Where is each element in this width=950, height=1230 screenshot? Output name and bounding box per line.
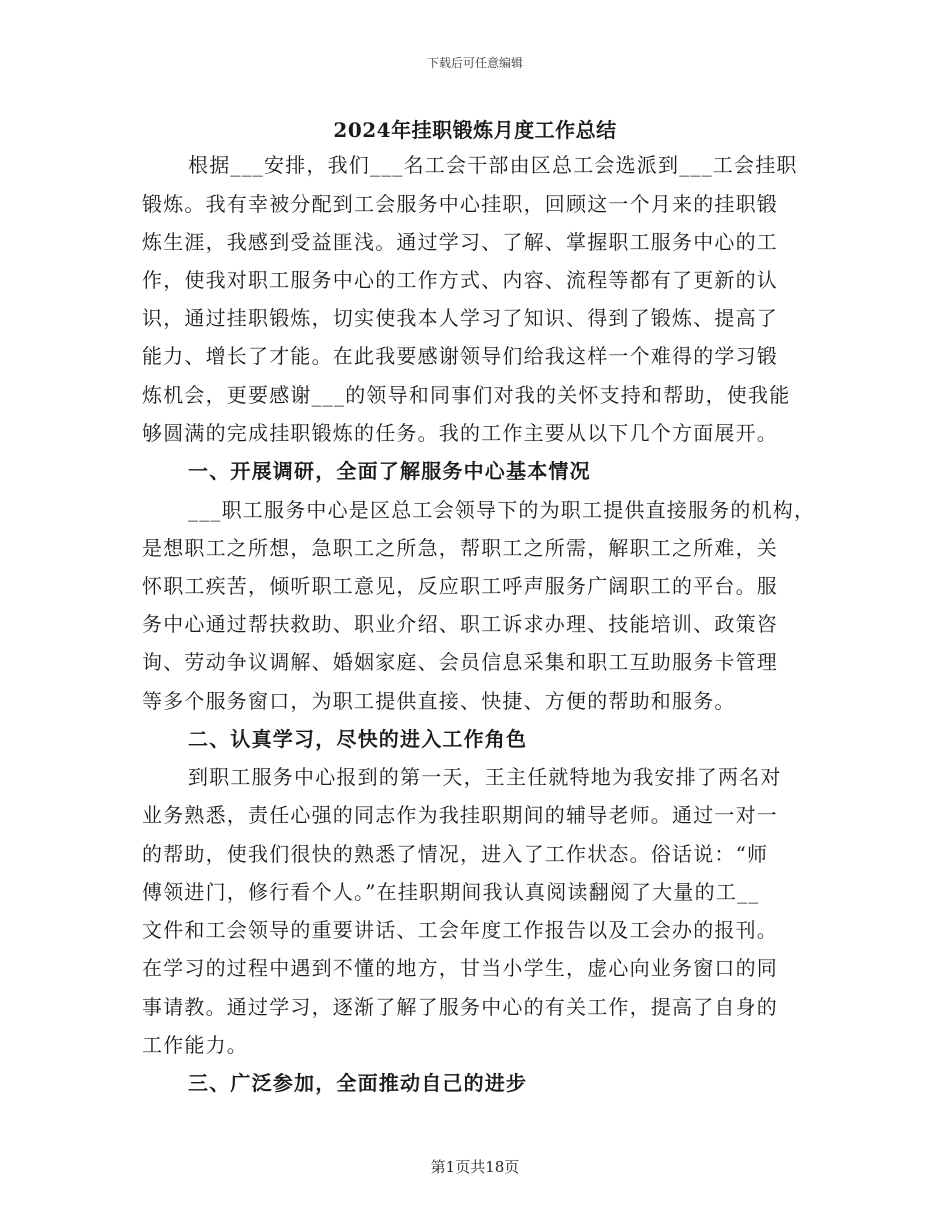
paragraph-line: 文件和工会领导的重要讲话、工会年度工作报告以及工会办的报刊。 [142,918,778,942]
paragraph-line: 询、劳动争议调解、婚姻家庭、会员信息采集和职工互助服务卡管理 [142,650,778,674]
paragraph-line: 锻炼。我有幸被分配到工会服务中心挂职，回顾这一个月来的挂职锻 [142,192,778,216]
paragraph-line: 等多个服务窗口，为职工提供直接、快捷、方便的帮助和服务。 [142,689,736,713]
paragraph-line: 根据___安排，我们___名工会干部由区总工会选派到___工会挂职 [188,153,798,177]
paragraph-line: 在学习的过程中遇到不懂的地方，甘当小学生，虚心向业务窗口的同 [142,956,778,980]
paragraph-line: 是想职工之所想，急职工之所急，帮职工之所需，解职工之所难，关 [142,536,778,560]
paragraph-line: 傅领进门，修行看个人。”在挂职期间我认真阅读翻阅了大量的工__ [142,880,760,904]
paragraph-line: 怀职工疾苦，倾听职工意见，反应职工呼声服务广阔职工的平台。服 [142,574,778,598]
paragraph-line: 够圆满的完成挂职锻炼的任务。我的工作主要从以下几个方面展开。 [142,421,778,445]
page-footer: 第1页共18页 [430,1158,520,1176]
paragraph-line: 作，使我对职工服务中心的工作方式、内容、流程等都有了更新的认 [142,268,778,292]
paragraph-line: 业务熟悉，责任心强的同志作为我挂职期间的辅导老师。通过一对一 [142,803,778,827]
paragraph-line: 的帮助，使我们很快的熟悉了情况，进入了工作状态。俗话说：“师 [142,842,769,866]
paragraph-line: 炼机会，更要感谢___的领导和同事们对我的关怀支持和帮助，使我能 [142,383,791,407]
paragraph-line: ___职工服务中心是区总工会领导下的为职工提供直接服务的机构， [188,498,816,522]
paragraph-line: 事请教。通过学习，逐渐了解了服务中心的有关工作，提高了自身的 [142,995,778,1019]
section-heading-1: 一、开展调研，全面了解服务中心基本情况 [188,459,591,483]
section-heading-2: 二、认真学习，尽快的进入工作角色 [188,727,528,751]
document-title: 2024年挂职锻炼月度工作总结 [333,118,617,142]
paragraph-line: 识，通过挂职锻炼，切实使我本人学习了知识、得到了锻炼、提高了 [142,306,778,330]
section-heading-3: 三、广泛参加，全面推动自己的进步 [188,1071,528,1095]
paragraph-line: 到职工服务中心报到的第一天，王主任就特地为我安排了两名对 [188,765,782,789]
page-header: 下载后可任意编辑 [426,56,523,70]
paragraph-line: 务中心通过帮扶救助、职业介绍、职工诉求办理、技能培训、政策咨 [142,612,778,636]
paragraph-line: 能力、增长了才能。在此我要感谢领导们给我这样一个难得的学习锻 [142,344,778,368]
paragraph-line: 工作能力。 [142,1033,248,1057]
paragraph-line: 炼生涯，我感到受益匪浅。通过学习、了解、掌握职工服务中心的工 [142,230,778,254]
